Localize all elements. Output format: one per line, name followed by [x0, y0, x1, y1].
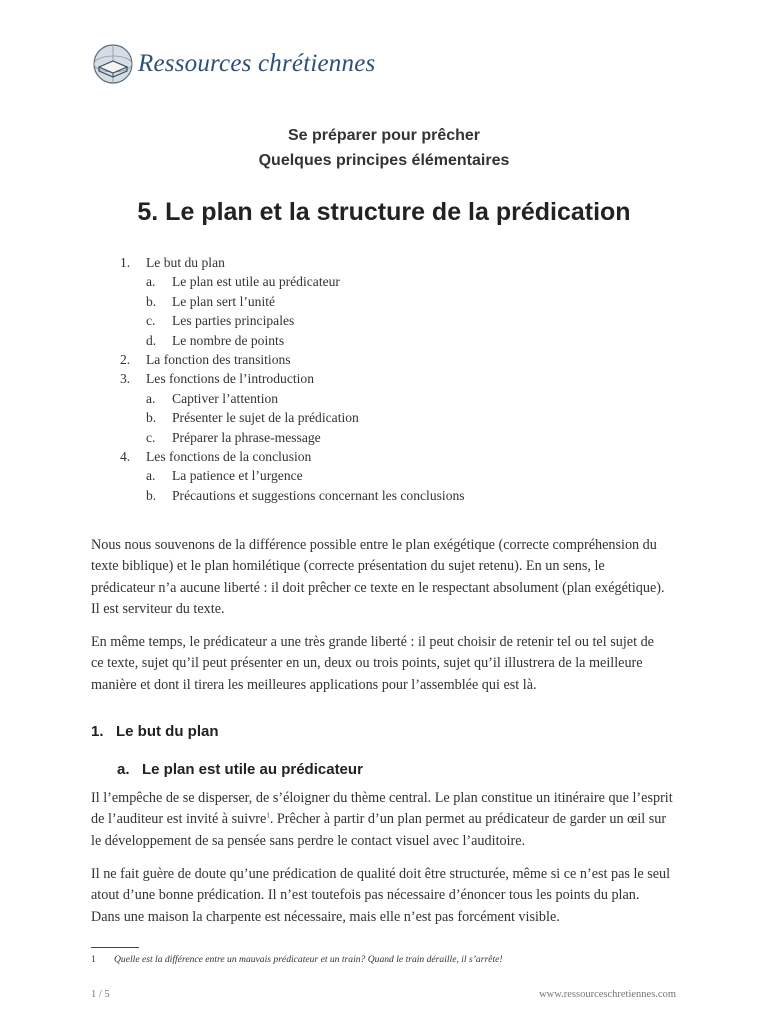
- intro-paragraph-2: En même temps, le prédicateur a une très grande liberté : il peut choisir de retenir tel ou tel sujet de ce texte, sujet qu’il peut présenter en un, deux ou trois points, sujet qu’il illustrera de la meilleure manière et dont il tirera les meilleures applications pour l’assemblée qui est là.: [91, 634, 654, 693]
- toc-subitem: b. Précautions et suggestions concernant les conclusions: [146, 487, 465, 503]
- section-heading: 1. Le but du plan: [91, 723, 219, 740]
- footnote: [91, 954, 503, 965]
- toc-item: 3. Les fonctions de l’introduction: [120, 371, 314, 387]
- toc-item: 4. Les fonctions de la conclusion: [120, 448, 312, 464]
- paragraph-plan-utility: Il l’empêche de se disperser, de s’éloigner du thème central. Le plan constitue un itinéraire que l’esprit de l’auditeur est invité à suivre$^1$. Prêcher à partir d’un plan permet au prédicateur de garder un œil sur le développement de sa pensée sans perdre le contact visuel avec l’auditoire.: [91, 790, 673, 849]
- toc-subitem: a. Captiver l’attention: [146, 390, 279, 406]
- footnote-ref[interactable]: 1: [266, 811, 270, 820]
- book-globe-icon: [92, 43, 134, 85]
- toc-subitem: c. Les parties principales: [146, 313, 295, 329]
- toc-subitem: a. Le plan est utile au prédicateur: [146, 274, 340, 290]
- footer-url-link[interactable]: www.ressourceschretiennes.com: [539, 989, 676, 1000]
- toc-item: 2. La fonction des transitions: [120, 351, 291, 367]
- table-of-contents: [120, 253, 465, 505]
- toc-subitem: c. Préparer la phrase-message: [146, 429, 321, 445]
- site-logo[interactable]: [92, 42, 375, 86]
- subtitle-line-1: Se préparer pour prêcher: [287, 127, 481, 144]
- toc-subitem: b. Le plan sert l’unité: [146, 293, 276, 309]
- footnote-text: Quelle est la différence entre un mauvais prédicateur et un train? Quand le train déraille, il s’arrête!: [114, 954, 503, 965]
- chapter-title: 5. Le plan et la structure de la prédication: [137, 198, 631, 226]
- toc-subitem: a. La patience et l’urgence: [146, 468, 303, 484]
- footnote-number: 1: [91, 954, 96, 965]
- intro-paragraph-1: Nous nous souvenons de la différence possible entre le plan exégétique (correcte compréhension du texte biblique) et le plan homilétique (correcte présentation du sujet retenu). En un sens, le prédicateur n’a aucune liberté : il doit prêcher ce texte en le respectant absolument (plan exégétique). Il est serviteur du texte.: [91, 537, 665, 617]
- toc-subitem: b. Présenter le sujet de la prédication: [146, 410, 359, 426]
- toc-subitem: d. Le nombre de points: [146, 332, 285, 348]
- subsection-heading: a. Le plan est utile au prédicateur: [117, 761, 363, 778]
- toc-item: 1. Le but du plan: [120, 255, 225, 270]
- subtitle-line-2: Quelques principes élémentaires: [258, 152, 510, 169]
- paragraph-structure: Il ne fait guère de doute qu’une prédication de qualité doit être structurée, même si ce n’est pas le seul atout d’une bonne prédication. Il n’est toutefois pas nécessaire d’énoncer tous les points du plan. Dans une maison la charpente est nécessaire, mais elle n’est pas forcément visible.: [91, 866, 671, 925]
- page-number: 1 / 5: [91, 989, 110, 1000]
- footnote-divider: [91, 947, 139, 948]
- logo-text: Ressources chrétiennes: [138, 50, 376, 77]
